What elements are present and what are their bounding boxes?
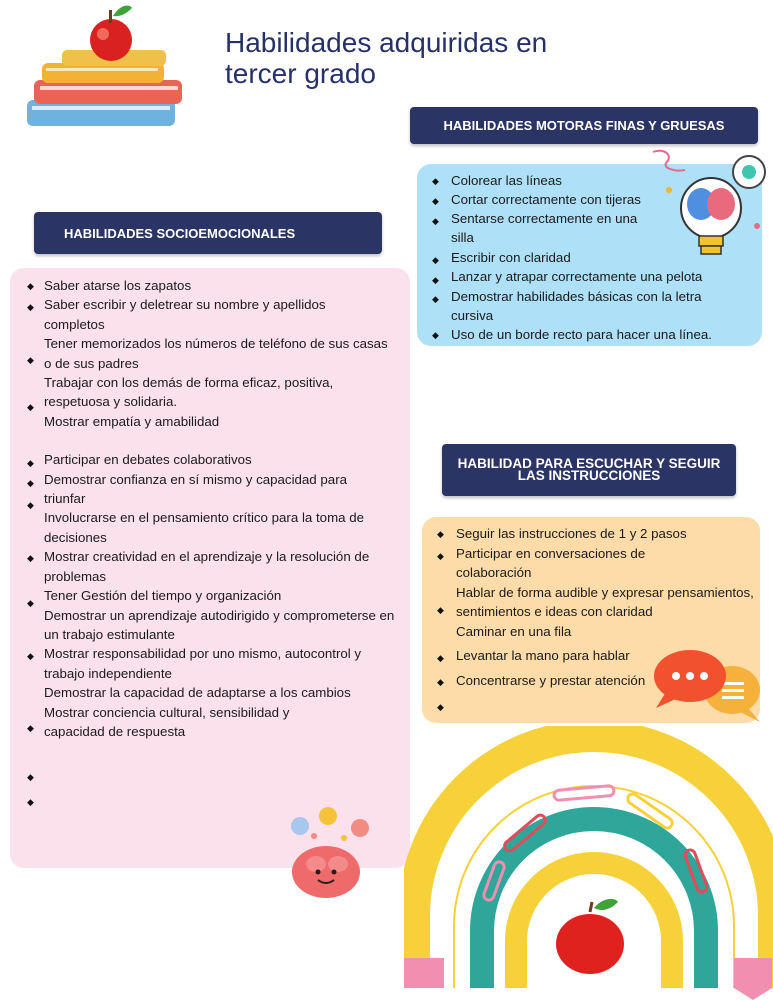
list-item: Tener Gestión del tiempo y organización (44, 588, 282, 604)
bullet-icon: ◆ (27, 458, 34, 468)
list-socio (44, 276, 396, 741)
list-item: Hablar de forma audible y expresar pensamientos, sentimientos e ideas con claridad (456, 584, 754, 620)
list-item: Uso de un borde recto para hacer una línea. (451, 327, 712, 343)
header-escuchar: HABILIDAD PARA ESCUCHAR Y SEGUIR LAS INSTRUCCIONES (442, 444, 736, 496)
bullet-icon: ◆ (437, 605, 444, 615)
list-item: Mostrar responsabilidad por uno mismo, autocontrol y trabajo independiente (44, 646, 362, 681)
brain-emotions-icon (278, 806, 374, 902)
books-apple-icon (22, 0, 192, 135)
bullet-icon: ◆ (27, 772, 34, 782)
list-item: Escribir con claridad (451, 249, 571, 265)
list-item: Mostrar creatividad en el aprendizaje y la resolución de problemas (44, 549, 370, 584)
list-item: Trabajar con los demás de forma eficaz, positiva, respetuosa y solidaria. (44, 375, 334, 410)
rainbow-paperclips-icon (404, 726, 773, 1000)
bullet-icon: ◆ (27, 797, 34, 807)
bullet-icon: ◆ (437, 702, 444, 712)
bullet-icon: ◆ (27, 402, 34, 412)
bullet-icon: ◆ (437, 653, 444, 663)
list-item: Lanzar y atrapar correctamente una pelota (451, 269, 703, 285)
list-motoras (451, 171, 751, 345)
list-item: Caminar en una fila (456, 623, 572, 639)
list-item: Tener memorizados los números de teléfono de sus casas o de sus padres (44, 336, 388, 371)
list-item: Saber escribir y deletrear su nombre y apellidos completos (44, 297, 326, 332)
header-socio: HABILIDADES SOCIOEMOCIONALES (34, 212, 382, 254)
list-item: Concentrarse y prestar atención (456, 672, 646, 688)
bullet-icon: ◆ (432, 216, 439, 226)
bullet-icon: ◆ (27, 651, 34, 661)
list-item: Demostrar un aprendizaje autodirigido y comprometerse en un trabajo estimulante (44, 607, 395, 642)
bullet-icon: ◆ (27, 281, 34, 291)
bullet-icon: ◆ (437, 529, 444, 539)
list-item: Participar en conversaciones de colaboración (456, 546, 646, 581)
list-item: Sentarse correctamente en una silla (451, 211, 638, 246)
speech-bubbles-icon (652, 646, 764, 728)
list-item: Saber atarse los zapatos (44, 278, 192, 293)
list-item: Cortar correctamente con tijeras (451, 192, 641, 207)
list-item: Demostrar habilidades básicas con la letra cursiva (451, 288, 702, 324)
page-title: Habilidades adquiridas en tercer grado (225, 27, 548, 89)
list-item: Mostrar conciencia cultural, sensibilidad y capacidad de respuesta (44, 704, 290, 739)
bullet-icon: ◆ (432, 255, 439, 265)
bullet-icon: ◆ (27, 355, 34, 365)
bullet-icon: ◆ (27, 478, 34, 488)
list-item: Colorear las líneas (451, 173, 562, 188)
bullet-icon: ◆ (437, 677, 444, 687)
list-item: Levantar la mano para hablar (456, 647, 630, 663)
bullet-icon: ◆ (432, 330, 439, 340)
list-item: Involucrarse en el pensamiento crítico para la toma de decisiones (44, 510, 365, 545)
bullet-icon: ◆ (437, 551, 444, 561)
bullet-icon: ◆ (27, 553, 34, 563)
bullet-icon: ◆ (432, 176, 439, 186)
bullet-icon: ◆ (27, 723, 34, 733)
bullet-icon: ◆ (27, 598, 34, 608)
list-item: Participar en debates colaborativos (44, 452, 252, 468)
list-item: Seguir las instrucciones de 1 y 2 pasos (456, 526, 687, 541)
bullet-icon: ◆ (27, 302, 34, 312)
list-item: Demostrar confianza en sí mismo y capacidad para triunfar (44, 471, 348, 507)
bullet-icon: ◆ (432, 196, 439, 206)
bullet-icon: ◆ (432, 275, 439, 285)
bullet-icon: ◆ (432, 294, 439, 304)
header-motoras: HABILIDADES MOTORAS FINAS Y GRUESAS (410, 107, 758, 144)
bullet-icon: ◆ (27, 500, 34, 510)
list-item: Demostrar la capacidad de adaptarse a los cambios (44, 685, 351, 701)
list-item: Mostrar empatía y amabilidad (44, 413, 220, 429)
